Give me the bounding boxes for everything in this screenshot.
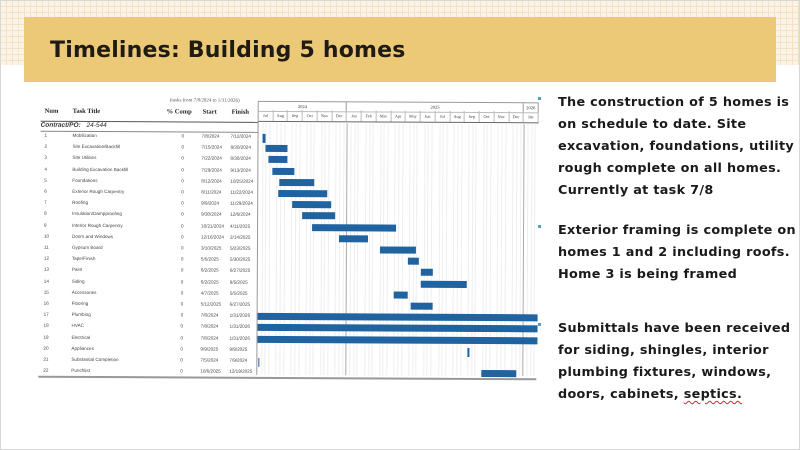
task-row bbox=[34, 220, 256, 232]
task-num: 6 bbox=[44, 188, 47, 194]
bullet-text-2: Exterior framing is complete on homes 1 and 2 including roofs. Home 3 is being framed bbox=[558, 223, 796, 282]
task-title: Site Excavation/Backfill bbox=[72, 144, 120, 150]
bullet-text-3-main: Submittals have been received for siding, shingles, interior plumbing fixtures, windows, doors, cabinets, bbox=[558, 321, 791, 402]
gantt-bar bbox=[421, 269, 434, 276]
task-row bbox=[34, 153, 256, 165]
task-num: 5 bbox=[44, 177, 47, 183]
month-label: Sep bbox=[288, 110, 303, 121]
task-finish: 7/12/2024 bbox=[230, 133, 251, 139]
gantt-bar bbox=[312, 224, 396, 231]
gantt-bar bbox=[339, 235, 368, 242]
task-finish: 9/13/2024 bbox=[230, 167, 251, 173]
task-title: Roofing bbox=[72, 200, 89, 206]
task-row bbox=[34, 198, 256, 210]
month-label: Aug bbox=[450, 111, 465, 122]
gantt-bar bbox=[411, 303, 433, 310]
task-start: 6/2/2025 bbox=[200, 279, 219, 285]
contract-value: 24-544 bbox=[86, 121, 107, 130]
task-start: 7/8/2024 bbox=[201, 133, 220, 139]
task-title: Building Excavation Backfill bbox=[72, 166, 129, 172]
task-title: HVAC bbox=[71, 323, 84, 329]
task-percent-complete: 0 bbox=[180, 256, 184, 262]
task-title: Site Utilities bbox=[72, 155, 97, 161]
gantt-chart-image bbox=[33, 97, 539, 382]
task-percent-complete: 0 bbox=[180, 279, 184, 285]
task-percent-complete: 0 bbox=[180, 368, 183, 374]
gantt-bar bbox=[258, 313, 538, 321]
year-label: 2025 bbox=[347, 102, 524, 112]
gantt-bar bbox=[393, 291, 407, 298]
task-percent-complete: 0 bbox=[180, 245, 184, 251]
gantt-bar bbox=[258, 358, 260, 367]
task-row bbox=[33, 343, 255, 355]
gantt-bar bbox=[481, 370, 516, 377]
task-title: Plumbing bbox=[71, 312, 91, 318]
task-num: 22 bbox=[43, 367, 49, 373]
task-start: 7/8/2024 bbox=[200, 312, 219, 318]
task-start: 7/5/2024 bbox=[200, 357, 219, 363]
task-finish: 9/9/2025 bbox=[229, 346, 248, 352]
task-finish: 10/25/2024 bbox=[230, 178, 254, 184]
task-percent-complete: 0 bbox=[180, 312, 184, 318]
task-percent-complete: 0 bbox=[181, 178, 184, 184]
gantt-bar bbox=[292, 201, 331, 208]
task-finish: 2/14/2025 bbox=[229, 234, 251, 240]
task-finish: 1/31/2026 bbox=[229, 335, 250, 341]
gantt-bar bbox=[257, 335, 537, 343]
task-title: Punchlist bbox=[71, 368, 90, 374]
month-label: Jun bbox=[421, 111, 436, 122]
task-title: Siding bbox=[71, 278, 85, 284]
task-row bbox=[34, 321, 256, 333]
task-row bbox=[34, 276, 256, 288]
header-num: Num bbox=[44, 107, 59, 115]
month-label: Jul bbox=[259, 110, 274, 121]
year-label: 2026 bbox=[524, 103, 539, 112]
contract-label: Contract/PO: bbox=[40, 121, 81, 129]
task-num: 13 bbox=[43, 267, 49, 273]
task-percent-complete: 0 bbox=[180, 323, 184, 329]
task-finish: 12/19/2025 bbox=[229, 368, 253, 375]
task-start: 12/16/2024 bbox=[200, 234, 225, 240]
task-start: 10/6/2025 bbox=[200, 368, 221, 374]
task-start: 10/21/2024 bbox=[201, 223, 225, 229]
task-start: 9/30/2024 bbox=[201, 211, 222, 218]
month-label: Dec bbox=[332, 110, 347, 121]
task-finish: 4/11/2025 bbox=[230, 223, 251, 229]
task-num: 3 bbox=[44, 155, 47, 161]
gantt-bar bbox=[407, 258, 419, 265]
task-row bbox=[34, 299, 256, 311]
task-title: Exterior Rough Carpentry bbox=[72, 188, 125, 195]
task-start: 8/12/2024 bbox=[201, 178, 222, 184]
bullet-icon bbox=[538, 225, 541, 228]
month-label: Nov bbox=[494, 111, 509, 122]
task-finish: 1/31/2026 bbox=[229, 324, 250, 330]
task-finish: 11/29/2024 bbox=[230, 200, 253, 207]
task-finish: 8/30/2024 bbox=[230, 156, 251, 162]
spellcheck-flagged-word: septics. bbox=[683, 387, 743, 402]
task-percent-complete: 0 bbox=[181, 144, 185, 150]
gantt-timeline bbox=[256, 101, 538, 376]
task-num: 10 bbox=[43, 233, 50, 239]
task-percent-complete: 0 bbox=[180, 267, 184, 273]
task-title: Mobilization bbox=[72, 132, 97, 139]
task-num: 1 bbox=[44, 132, 48, 138]
task-percent-complete: 0 bbox=[181, 211, 184, 217]
gantt-bar bbox=[258, 324, 538, 332]
task-row bbox=[34, 287, 256, 299]
month-label: Jul bbox=[435, 111, 450, 122]
scan-bottom-edge bbox=[38, 376, 536, 381]
task-percent-complete: 0 bbox=[181, 155, 184, 161]
gantt-bar bbox=[279, 179, 314, 186]
task-num: 2 bbox=[44, 143, 48, 149]
month-label: Jan bbox=[347, 110, 362, 121]
task-percent-complete: 0 bbox=[181, 189, 184, 195]
task-finish: 5/30/2025 bbox=[229, 256, 251, 262]
gantt-bar bbox=[302, 212, 334, 219]
task-finish: 5/5/2025 bbox=[229, 290, 248, 296]
task-num: 18 bbox=[43, 323, 49, 329]
task-start: 4/7/2025 bbox=[200, 290, 219, 296]
task-percent-complete: 0 bbox=[180, 335, 184, 341]
month-label: Jan bbox=[524, 111, 539, 122]
task-row bbox=[34, 231, 256, 243]
task-title: Interior Rough Carpentry bbox=[72, 222, 123, 228]
task-num: 15 bbox=[43, 289, 49, 295]
gantt-bar bbox=[262, 134, 265, 143]
task-finish: 6/27/2025 bbox=[229, 268, 251, 274]
gantt-bar bbox=[269, 156, 288, 163]
task-row bbox=[34, 310, 256, 322]
task-finish: 9/5/2025 bbox=[229, 279, 248, 285]
month-label: May bbox=[406, 111, 421, 122]
month-label: Sep bbox=[465, 111, 480, 122]
task-start: 9/9/2024 bbox=[201, 200, 220, 206]
task-finish: 5/23/2025 bbox=[229, 245, 251, 251]
task-num: 14 bbox=[43, 278, 49, 284]
gantt-range-note: (tasks from 7/8/2024 to 1/31/2026) bbox=[169, 98, 240, 104]
task-title: Flooring bbox=[71, 300, 89, 306]
task-start: 8/11/2024 bbox=[201, 189, 222, 195]
task-finish: 6/27/2025 bbox=[229, 301, 251, 307]
task-num: 12 bbox=[43, 255, 50, 261]
month-header bbox=[259, 110, 539, 123]
task-start: 5/5/2025 bbox=[200, 256, 219, 262]
task-num: 9 bbox=[44, 222, 47, 228]
task-num: 17 bbox=[43, 311, 49, 317]
task-title: Tape/Finish bbox=[71, 256, 96, 262]
task-row bbox=[34, 254, 256, 266]
year-label: 2024 bbox=[259, 102, 347, 111]
task-title: Gypsum Board bbox=[71, 244, 103, 251]
task-num: 11 bbox=[43, 244, 49, 250]
task-start: 9/9/2025 bbox=[200, 346, 219, 352]
task-percent-complete: 0 bbox=[181, 200, 184, 206]
bullet-icon bbox=[538, 323, 541, 326]
task-percent-complete: 0 bbox=[181, 133, 185, 139]
bullet-icon bbox=[538, 97, 541, 100]
month-label: Oct bbox=[303, 110, 318, 121]
task-num: 19 bbox=[43, 334, 49, 340]
gantt-bar bbox=[272, 168, 294, 175]
task-title: Foundations bbox=[72, 177, 98, 183]
task-title: Paint bbox=[71, 267, 83, 273]
title-band bbox=[24, 17, 776, 82]
gantt-bar bbox=[421, 280, 467, 287]
bullet-text-3 bbox=[558, 318, 798, 406]
gantt-bar bbox=[278, 190, 327, 197]
task-title: Insulation/Dampproofing bbox=[72, 211, 122, 217]
month-label: Apr bbox=[391, 111, 406, 122]
month-label: Mar bbox=[377, 110, 392, 121]
task-finish: 1/31/2026 bbox=[229, 312, 251, 318]
task-start: 6/2/2025 bbox=[200, 267, 219, 274]
task-title: Electrical bbox=[71, 334, 91, 340]
month-label: Oct bbox=[480, 111, 495, 122]
task-num: 8 bbox=[44, 211, 47, 217]
header-start: Start bbox=[202, 108, 217, 116]
header-task-title: Task Title bbox=[72, 107, 101, 116]
month-label: Aug bbox=[273, 110, 288, 121]
gantt-bar bbox=[266, 145, 288, 152]
task-start: 7/15/2024 bbox=[201, 144, 222, 150]
task-percent-complete: 0 bbox=[180, 301, 184, 307]
task-start: 7/22/2024 bbox=[201, 155, 222, 162]
task-finish: 8/30/2024 bbox=[230, 144, 251, 150]
task-start: 5/12/2025 bbox=[200, 301, 222, 307]
task-title: Appliances bbox=[71, 345, 94, 351]
gantt-bar bbox=[380, 246, 416, 253]
task-title: Substantial Completion bbox=[71, 356, 119, 363]
header-percent-complete: % Comp bbox=[166, 108, 192, 116]
task-row bbox=[33, 355, 255, 367]
bullet-text-1: The construction of 5 homes is on schedule to date. Site excavation, foundations, utility rough complete on all homes. Currently at task 7/8 bbox=[558, 95, 795, 198]
task-finish: 7/9/2024 bbox=[229, 357, 248, 363]
task-num: 7 bbox=[44, 199, 47, 205]
task-percent-complete: 0 bbox=[181, 223, 184, 229]
task-finish: 11/22/2024 bbox=[230, 189, 253, 195]
task-num: 20 bbox=[43, 345, 49, 351]
header-finish: Finish bbox=[231, 108, 250, 116]
task-percent-complete: 0 bbox=[180, 346, 183, 352]
task-percent-complete: 0 bbox=[181, 167, 184, 173]
task-row bbox=[33, 332, 255, 344]
task-num: 4 bbox=[44, 166, 47, 172]
task-percent-complete: 0 bbox=[180, 357, 183, 363]
task-num: 21 bbox=[43, 356, 49, 362]
task-title: Accessories bbox=[71, 289, 97, 295]
task-row bbox=[34, 265, 256, 277]
task-row bbox=[35, 131, 257, 143]
task-row bbox=[34, 243, 256, 255]
task-row bbox=[34, 209, 256, 221]
month-label: Dec bbox=[509, 111, 524, 122]
task-num: 16 bbox=[43, 300, 49, 306]
month-label: Feb bbox=[362, 110, 377, 121]
task-start: 3/10/2025 bbox=[200, 245, 222, 251]
month-label: Nov bbox=[318, 110, 333, 121]
gantt-bar bbox=[467, 348, 469, 357]
task-row bbox=[34, 175, 256, 187]
task-start: 7/8/2024 bbox=[200, 323, 219, 330]
task-row bbox=[34, 142, 256, 154]
task-finish: 12/6/2024 bbox=[230, 212, 251, 218]
slide-title: Timelines: Building 5 homes bbox=[50, 38, 406, 63]
task-percent-complete: 0 bbox=[180, 290, 184, 296]
task-start: 7/29/2024 bbox=[201, 167, 222, 173]
task-row bbox=[34, 164, 256, 176]
task-start: 7/8/2024 bbox=[200, 335, 219, 341]
task-row bbox=[34, 187, 256, 199]
task-percent-complete: 0 bbox=[180, 234, 184, 240]
task-title: Doors and Windows bbox=[71, 233, 114, 239]
